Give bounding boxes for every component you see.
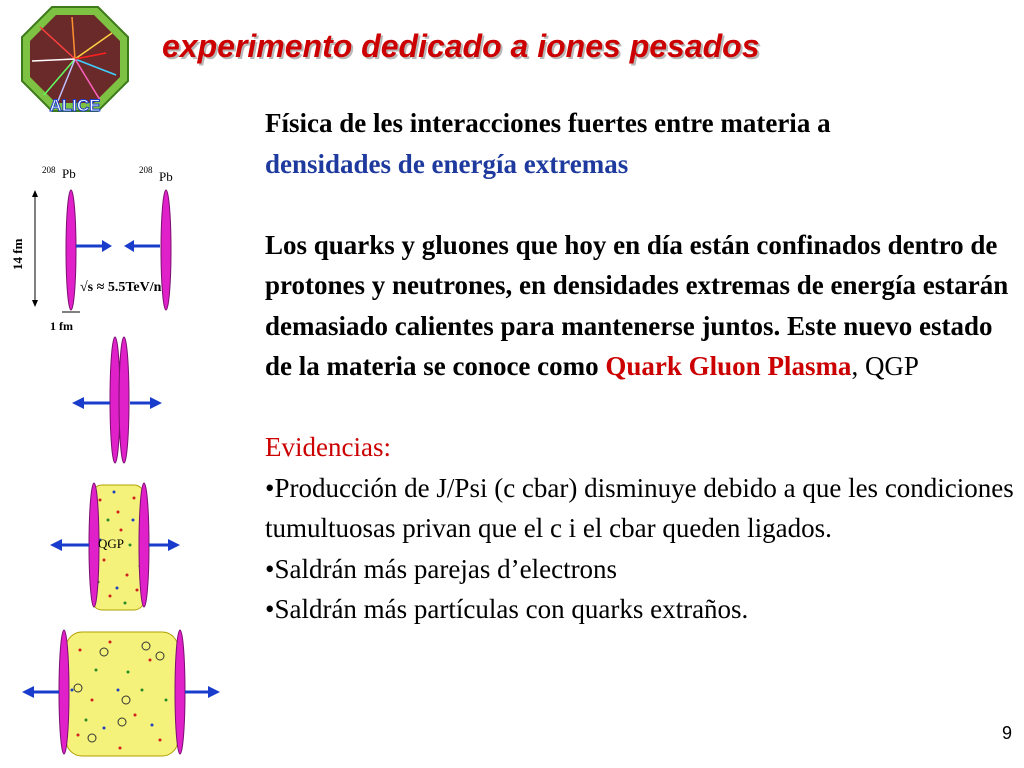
collision-stage-qgp	[50, 483, 180, 610]
evidence-item: •Saldrán más partículas con quarks extraños.	[265, 594, 749, 624]
intro-paragraph	[265, 103, 1017, 184]
nucleus-label-left: Pb	[62, 166, 76, 181]
nucleus-label-right: Pb	[159, 169, 173, 184]
energy-label: √s ≈ 5.5TeV/n	[80, 280, 162, 295]
qgp-label: QGP	[98, 536, 125, 551]
collision-stage-contact	[72, 337, 162, 463]
evidence-item: •Producción de J/Psi (c cbar) disminuye debido a que les condiciones tumultuosas privan que el c i el cbar queden ligados.	[265, 472, 1014, 543]
mass-number-right: 208	[139, 165, 153, 175]
nucleus-right	[161, 190, 171, 310]
collision-stage-expansion	[22, 630, 220, 756]
slide-title: experimento dedicado a iones pesados	[162, 28, 760, 64]
slide-body	[265, 103, 1017, 630]
qgp-paragraph	[265, 225, 1017, 387]
size-horizontal-label: 1 fm	[50, 319, 73, 333]
heavy-ion-collision-figure	[0, 140, 260, 768]
mass-number-left: 208	[42, 165, 56, 175]
qgp-paragraph-text: Los quarks y gluones que hoy en día están confinados dentro de protones y neutrones, en densidades extremas de energía estarán demasiado calientes para mantenerse juntos. Este nuevo estado de la materia se conoce como	[265, 229, 1009, 381]
evidence-item: •Saldrán más parejas d’electrons	[265, 553, 618, 584]
nucleus-left	[66, 190, 76, 310]
alice-logo-text: ALICE	[49, 96, 101, 113]
collision-stage-approach	[10, 165, 173, 333]
qgp-suffix: , QGP	[851, 351, 919, 381]
qgp-highlight: Quark Gluon Plasma	[605, 351, 852, 381]
evidence-heading: Evidencias:	[265, 432, 391, 462]
alice-logo	[20, 5, 130, 113]
intro-line-2: densidades de energía extremas	[265, 148, 629, 179]
size-vertical-label: 14 fm	[10, 238, 25, 270]
page-number: 9	[1001, 723, 1012, 743]
intro-line-1: Física de les interacciones fuertes entre materia a	[265, 108, 831, 138]
